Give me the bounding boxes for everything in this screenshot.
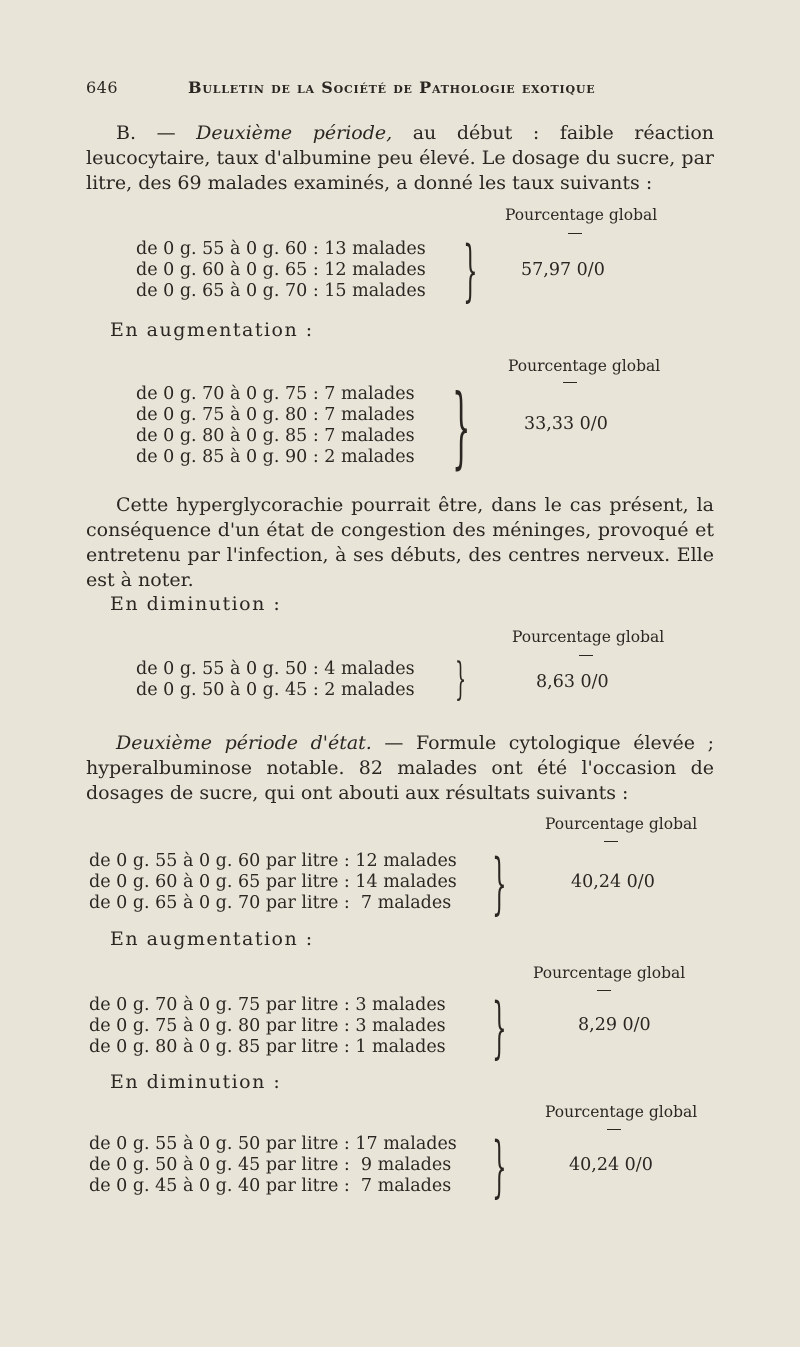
dash-5 [597,990,611,991]
percentage-1: 57,97 0/0 [521,260,605,280]
data-rows-3 [136,659,415,701]
section-letter: B. — [116,122,176,144]
data-rows-5 [89,995,446,1058]
global-label-5: Pourcentage global [533,964,686,982]
data-rows-2 [136,384,415,468]
percentage-5: 8,29 0/0 [578,1015,651,1035]
dash-3 [579,655,593,656]
label-augmentation-2: En augmentation : [110,928,314,950]
periode-etat-paragraph: Deuxième période d'état. — Formule cytologique élevée ; hyperalbuminose notable. 82 malades ont été l'occasion de dosages de sucre, qui ont abouti aux résultats suivants : [86,732,714,804]
table-row: de 0 g. 80 à 0 g. 85 : 7 malades [136,426,415,446]
brace-6: } [492,1128,507,1205]
table-row: de 0 g. 75 à 0 g. 80 par litre : 3 malades [89,1016,446,1036]
table-row: de 0 g. 45 à 0 g. 40 par litre : 7 malades [89,1176,452,1196]
brace-2: } [452,375,471,478]
label-diminution-2: En diminution : [110,1071,282,1093]
section-title: Deuxième période, [196,122,393,144]
dash-6 [607,1129,621,1130]
table-row: de 0 g. 50 à 0 g. 45 par litre : 9 malades [89,1155,452,1175]
intro-text: au début : faible réaction leucocytaire, taux d'albumine peu élevé. Le dosage du sucre, par litre, des 69 malades examinés, a donné les taux suivants : [86,122,714,194]
brace-1: } [463,232,478,309]
hyperglycorachie-paragraph: Cette hyperglycorachie pourrait être, dans le cas présent, la conséquence d'un état de congestion des méninges, provoqué et entretenu par l'infection, à ses débuts, des centres nerveux. Elle est à noter. [86,494,714,591]
brace-5: } [492,989,507,1066]
table-row: de 0 g. 75 à 0 g. 80 : 7 malades [136,405,415,425]
periode-etat-title: Deuxième période d'état. [116,732,372,754]
percentage-3: 8,63 0/0 [536,672,609,692]
data-rows-4 [89,851,457,914]
label-augmentation-1: En augmentation : [110,319,314,341]
percentage-4: 40,24 0/0 [571,872,655,892]
journal-title: Bulletin de la Société de Pathologie exotique [188,78,596,97]
table-row: de 0 g. 80 à 0 g. 85 par litre : 1 malades [89,1037,446,1057]
page-number: 646 [86,78,119,97]
dash-2 [563,382,577,383]
table-row: de 0 g. 60 à 0 g. 65 par litre : 14 malades [89,872,457,892]
table-row: de 0 g. 65 à 0 g. 70 : 15 malades [136,281,426,301]
table-row: de 0 g. 55 à 0 g. 60 : 13 malades [136,239,426,259]
global-label-6: Pourcentage global [545,1103,698,1121]
table-row: de 0 g. 55 à 0 g. 60 par litre : 12 malades [89,851,457,871]
global-label-2: Pourcentage global [508,357,661,375]
data-rows-1 [136,239,426,302]
table-row: de 0 g. 85 à 0 g. 90 : 2 malades [136,447,415,467]
table-row: de 0 g. 55 à 0 g. 50 par litre : 17 malades [89,1134,457,1154]
percentage-6: 40,24 0/0 [569,1155,653,1175]
table-row: de 0 g. 55 à 0 g. 50 : 4 malades [136,659,415,679]
table-row: de 0 g. 65 à 0 g. 70 par litre : 7 malades [89,893,452,913]
table-row: de 0 g. 70 à 0 g. 75 : 7 malades [136,384,415,404]
table-row: de 0 g. 50 à 0 g. 45 : 2 malades [136,680,415,700]
table-row: de 0 g. 70 à 0 g. 75 par litre : 3 malades [89,995,446,1015]
global-label-1: Pourcentage global [505,206,658,224]
brace-3: } [455,654,467,705]
intro-paragraph [86,121,714,196]
global-label-4: Pourcentage global [545,815,698,833]
data-rows-6 [89,1134,457,1197]
table-row: de 0 g. 60 à 0 g. 65 : 12 malades [136,260,426,280]
brace-4: } [492,845,507,922]
dash-4 [604,841,618,842]
percentage-2: 33,33 0/0 [524,414,608,434]
global-label-3: Pourcentage global [512,628,665,646]
dash-1 [568,233,582,234]
label-diminution-1: En diminution : [110,593,282,615]
